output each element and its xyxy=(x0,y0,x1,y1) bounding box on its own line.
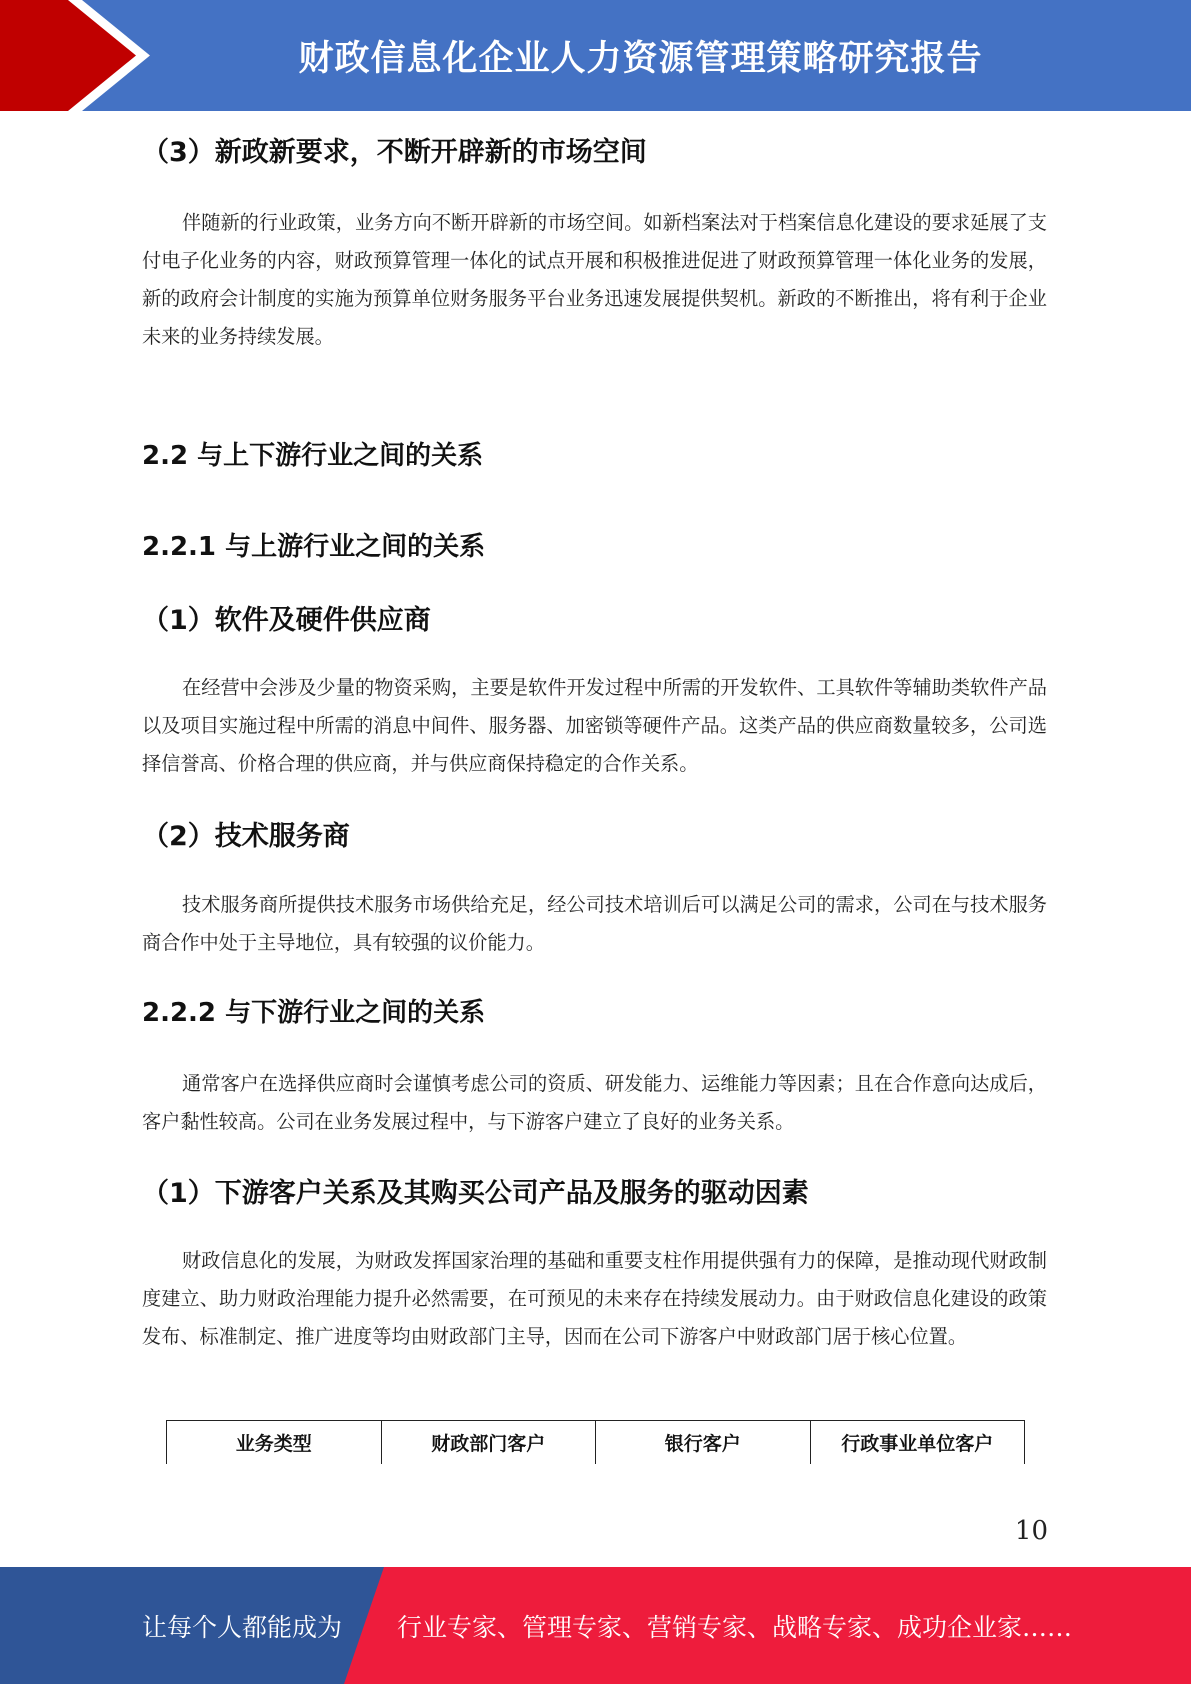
body-paragraph: 技术服务商所提供技术服务市场供给充足，经公司技术培训后可以满足公司的需求，公司在与技术服务商合作中处于主导地位，具有较强的议价能力。 xyxy=(142,893,1047,954)
section-heading-2-2: 2.2 与上下游行业之间的关系 xyxy=(142,441,484,471)
table-header-row xyxy=(167,1421,1025,1465)
body-paragraph: 财政信息化的发展，为财政发挥国家治理的基础和重要支柱作用提供强有力的保障，是推动现代财政制度建立、助力财政治理能力提升必然需要，在可预见的未来存在持续发展动力。由于财政信息化建设的政策发布、标准制定、推广进度等均由财政部门主导，因而在公司下游客户中财政部门居于核心位置。 xyxy=(142,1249,1047,1348)
footer-slogan-left: 让每个人都能成为 xyxy=(142,1612,343,1642)
footer-slogan-right: 行业专家、管理专家、营销专家、战略专家、成功企业家…… xyxy=(397,1612,1073,1642)
section-heading-2-2-1: 2.2.1 与上游行业之间的关系 xyxy=(142,532,486,562)
body-paragraph: 在经营中会涉及少量的物资采购，主要是软件开发过程中所需的开发软件、工具软件等辅助类软件产品以及项目实施过程中所需的消息中间件、服务器、加密锁等硬件产品。这类产品的供应商数量较多，公司选择信誉高、价格合理的供应商，并与供应商保持稳定的合作关系。 xyxy=(142,676,1047,775)
table-header-cell: 行政事业单位客户 xyxy=(810,1421,1025,1465)
body-paragraph: 通常客户在选择供应商时会谨慎考虑公司的资质、研发能力、运维能力等因素；且在合作意向达成后，客户黏性较高。公司在业务发展过程中，与下游客户建立了良好的业务关系。 xyxy=(142,1072,1047,1133)
customer-table xyxy=(166,1420,1025,1464)
body-paragraph: 伴随新的行业政策，业务方向不断开辟新的市场空间。如新档案法对于档案信息化建设的要求延展了支付电子化业务的内容，财政预算管理一体化的试点开展和积极推进促进了财政预算管理一体化业务的发展，新的政府会计制度的实施为预算单位财务服务平台业务迅速发展提供契机。新政的不断推出，将有利于企业未来的业务持续发展。 xyxy=(142,211,1047,348)
header-arrow-decoration xyxy=(0,0,160,111)
section-heading-2-2-2: 2.2.2 与下游行业之间的关系 xyxy=(142,998,486,1028)
table-header-cell: 银行客户 xyxy=(596,1421,811,1465)
page-number: 10 xyxy=(1014,1516,1048,1546)
subsection-heading: （1）软件及硬件供应商 xyxy=(142,605,431,636)
subsection-heading: （2）技术服务商 xyxy=(142,821,350,852)
section-heading: （3）新政新要求，不断开辟新的市场空间 xyxy=(142,137,647,168)
page-header-band xyxy=(0,0,1191,111)
page-footer-band xyxy=(0,1567,1191,1684)
table-header-cell: 财政部门客户 xyxy=(381,1421,596,1465)
table-header-cell: 业务类型 xyxy=(167,1421,382,1465)
subsection-heading: （1）下游客户关系及其购买公司产品及服务的驱动因素 xyxy=(142,1178,809,1209)
document-title: 财政信息化企业人力资源管理策略研究报告 xyxy=(298,38,983,79)
